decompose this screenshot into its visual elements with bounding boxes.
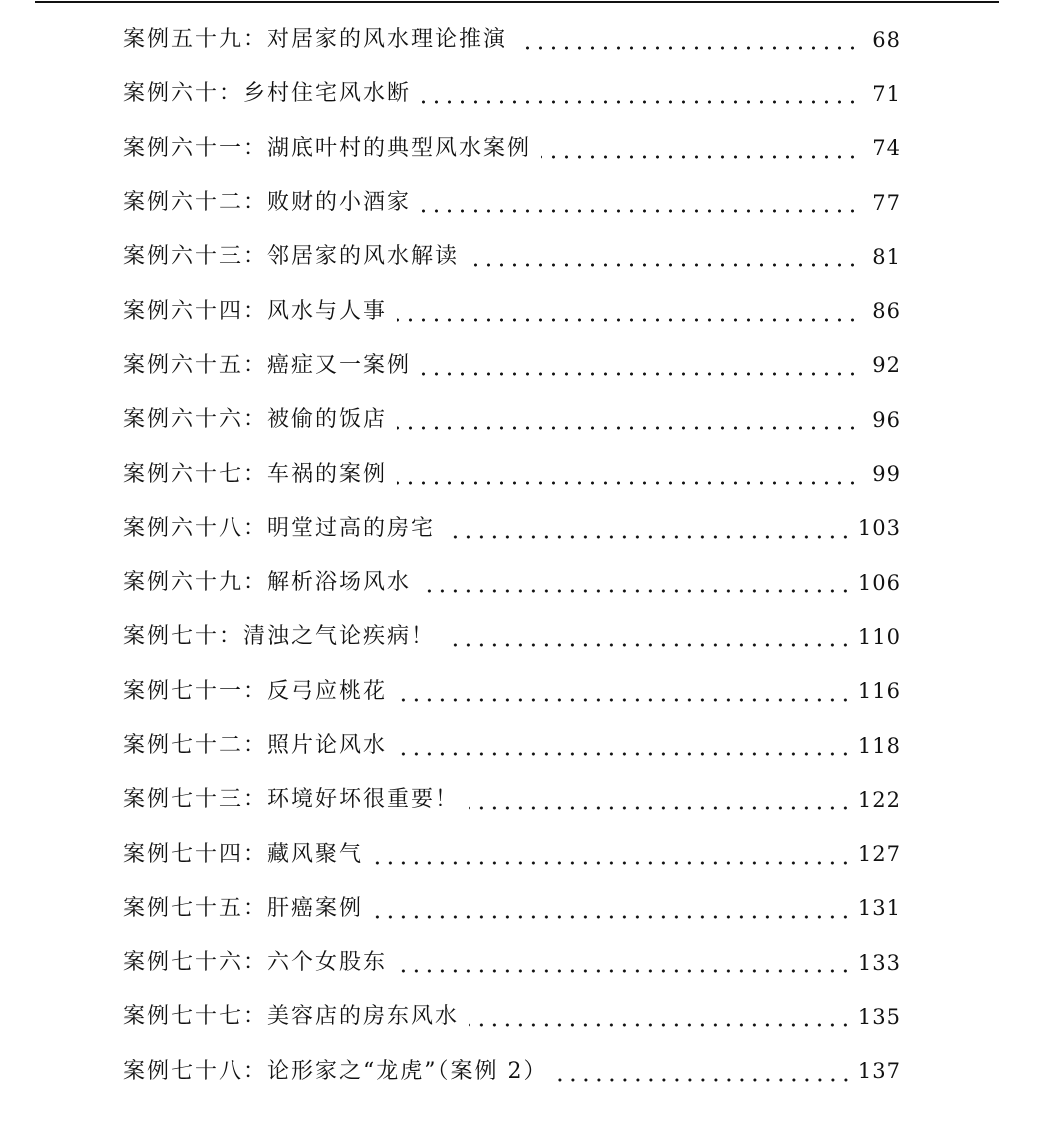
toc-entry-title: 案例六十六：被偷的饭店 xyxy=(123,407,388,433)
toc-entry-page: 71 xyxy=(872,81,901,106)
dot-leader xyxy=(397,464,859,486)
toc-entry[interactable] xyxy=(123,665,901,719)
toc-entry-page: 137 xyxy=(857,1059,901,1084)
dot-leader xyxy=(469,789,852,811)
toc-entry[interactable] xyxy=(123,447,901,501)
header-rule xyxy=(35,1,999,3)
dot-leader xyxy=(469,1006,852,1028)
toc-entry-page: 133 xyxy=(857,950,901,975)
dot-leader xyxy=(397,735,852,757)
dot-leader xyxy=(421,572,852,594)
dot-leader xyxy=(445,518,852,540)
toc-entry-title: 案例六十五：癌症又一案例 xyxy=(123,352,412,378)
dot-leader xyxy=(373,898,852,920)
dot-leader xyxy=(373,844,852,866)
dot-leader xyxy=(421,355,859,377)
toc-entry-page: 77 xyxy=(872,190,901,215)
toc-entry-page: 131 xyxy=(857,896,901,921)
toc-entry-title: 案例六十八：明堂过高的房宅 xyxy=(123,515,436,541)
toc-entry-page: 92 xyxy=(872,353,901,378)
toc-entry[interactable] xyxy=(123,556,901,610)
toc-entry-title: 案例七十三：环境好坏很重要！ xyxy=(123,787,460,813)
toc-entry-page: 106 xyxy=(857,570,901,595)
dot-leader xyxy=(445,626,852,648)
toc-entry-page: 99 xyxy=(872,462,901,487)
toc-entry[interactable] xyxy=(123,990,901,1044)
toc-entry-page: 127 xyxy=(857,842,901,867)
toc-entry-page: 118 xyxy=(857,733,901,758)
toc-entry-page: 122 xyxy=(857,787,901,812)
toc-entry-page: 86 xyxy=(872,299,901,324)
toc-entry-title: 案例七十一：反弓应桃花 xyxy=(123,678,388,704)
toc-entry[interactable] xyxy=(123,1045,901,1099)
toc-entry[interactable] xyxy=(123,882,901,936)
toc-entry[interactable] xyxy=(123,610,901,664)
toc-entry[interactable] xyxy=(123,393,901,447)
toc-entry[interactable] xyxy=(123,719,901,773)
toc-entry-page: 74 xyxy=(872,136,901,161)
toc-entry-title: 案例七十五：肝癌案例 xyxy=(123,895,364,921)
dot-leader xyxy=(517,29,859,51)
toc-entry-page: 68 xyxy=(872,27,901,52)
toc-entry[interactable] xyxy=(123,176,901,230)
toc-entry-title: 案例六十二：败财的小酒家 xyxy=(123,190,412,216)
toc-entry-page: 135 xyxy=(857,1004,901,1029)
toc-entry-page: 96 xyxy=(872,407,901,432)
dot-leader xyxy=(397,409,859,431)
dot-leader xyxy=(397,301,859,323)
toc-entry-page: 110 xyxy=(857,624,901,649)
dot-leader xyxy=(397,681,852,703)
toc-entry-title: 案例六十：乡村住宅风水断 xyxy=(123,81,412,107)
toc-entry-title: 案例七十：清浊之气论疾病！ xyxy=(123,624,436,650)
dot-leader xyxy=(469,246,859,268)
toc-entry[interactable] xyxy=(123,827,901,881)
toc-entry[interactable] xyxy=(123,936,901,990)
toc-entry-page: 103 xyxy=(857,516,901,541)
toc-entry[interactable] xyxy=(123,502,901,556)
dot-leader xyxy=(397,952,852,974)
toc-entry-title: 案例六十四：风水与人事 xyxy=(123,298,388,324)
toc-entry-title: 案例七十六：六个女股东 xyxy=(123,950,388,976)
toc-entry-title: 案例七十四：藏风聚气 xyxy=(123,841,364,867)
toc-entry-title: 案例五十九：对居家的风水理论推演 xyxy=(123,27,508,53)
toc-entry-title: 案例六十一：湖底叶村的典型风水案例 xyxy=(123,135,532,161)
toc-entry[interactable] xyxy=(123,13,901,67)
toc-entry-page: 116 xyxy=(857,679,901,704)
dot-leader xyxy=(541,138,859,160)
toc-entry-title: 案例七十八：论形家之“龙虎”（案例 2） xyxy=(123,1058,548,1084)
toc-entry-title: 案例七十二：照片论风水 xyxy=(123,733,388,758)
toc-entry-title: 案例六十九：解析浴场风水 xyxy=(123,570,412,596)
table-of-contents xyxy=(123,13,901,1099)
toc-entry[interactable] xyxy=(123,230,901,284)
toc-entry-title: 案例六十七：车祸的案例 xyxy=(123,461,388,487)
toc-entry-title: 案例六十三：邻居家的风水解读 xyxy=(123,244,460,270)
toc-entry[interactable] xyxy=(123,67,901,121)
dot-leader xyxy=(421,192,859,214)
toc-entry[interactable] xyxy=(123,339,901,393)
toc-entry-title: 案例七十七：美容店的房东风水 xyxy=(123,1004,460,1030)
toc-entry[interactable] xyxy=(123,122,901,176)
toc-entry[interactable] xyxy=(123,773,901,827)
toc-entry-page: 81 xyxy=(872,244,901,269)
toc-entry[interactable] xyxy=(123,284,901,338)
dot-leader xyxy=(558,1061,852,1083)
dot-leader xyxy=(421,83,859,105)
